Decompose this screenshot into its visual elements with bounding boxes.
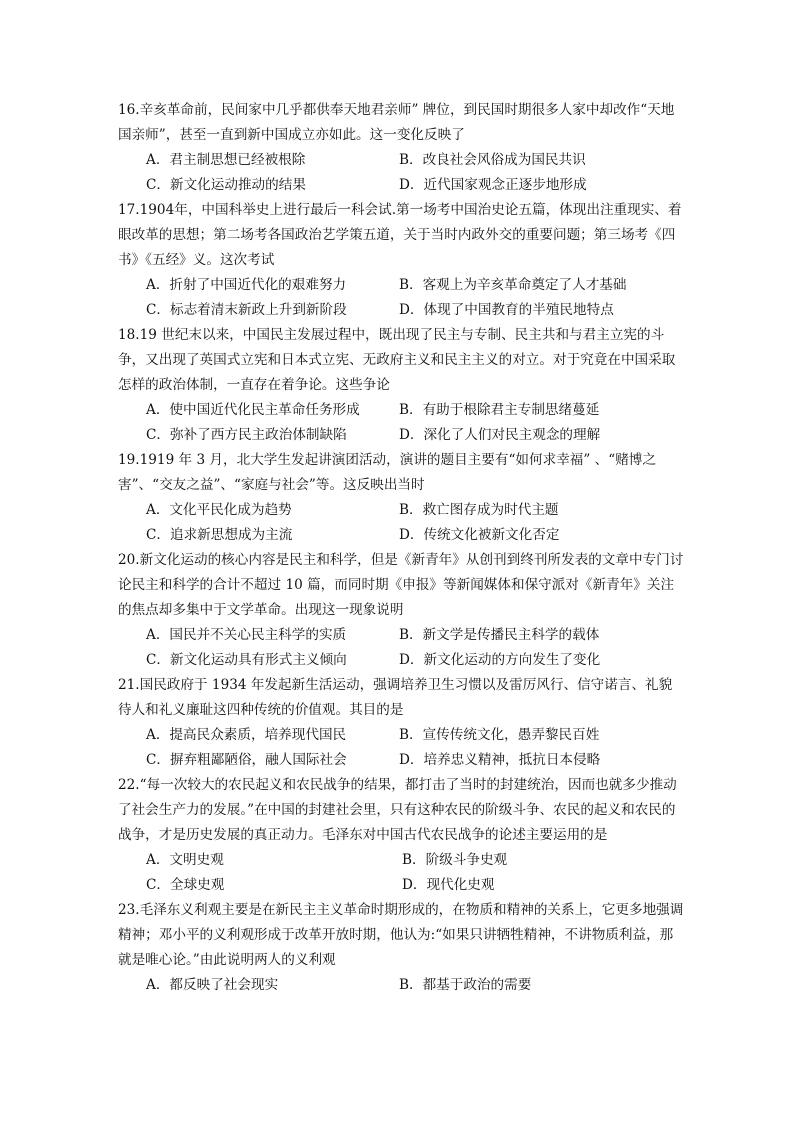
question-18	[118, 323, 684, 448]
option-row	[146, 848, 684, 873]
option-row	[146, 723, 684, 748]
option-row	[146, 173, 684, 198]
option-b[interactable]: B．改良社会风俗成为国民共识	[399, 152, 586, 168]
option-list	[118, 973, 684, 998]
option-b[interactable]: B．宣传传统文化，愚弄黎民百姓	[399, 727, 600, 743]
question-20	[118, 548, 684, 673]
option-row	[146, 273, 684, 298]
question-stem	[118, 773, 684, 848]
question-text: 国民政府于 1934 年发起新生活运动，强调培养卫生习惯以及雷厉风行、信守诺言、礼貌待人和礼义廉耻这四种传统的价值观。其目的是	[118, 677, 673, 718]
question-22	[118, 773, 684, 898]
question-number: 19.	[118, 452, 140, 468]
option-list	[118, 398, 684, 448]
option-row	[146, 398, 684, 423]
question-stem	[118, 898, 684, 973]
option-list	[118, 723, 684, 773]
option-c[interactable]: C．新文化运动具有形式主义倾向	[146, 652, 347, 668]
question-stem	[118, 323, 684, 398]
question-number: 16.	[118, 102, 140, 118]
option-c[interactable]: C．标志着清末新政上升到新阶段	[146, 302, 347, 318]
option-d[interactable]: D．培养忠义精神，抵抗日本侵略	[399, 752, 601, 768]
option-d[interactable]: D．传统文化被新文化否定	[399, 527, 560, 543]
question-number: 21.	[118, 677, 140, 693]
question-23	[118, 898, 684, 998]
option-a[interactable]: A．提高民众素质，培养现代国民	[146, 727, 347, 743]
option-a[interactable]: A．折射了中国近代化的艰难努力	[146, 277, 347, 293]
question-16	[118, 98, 684, 198]
question-text: 1904年，中国科举史上进行最后一科会试.第一场考中国治史论五篇，体现出注重现实、着眼改革的思想；第二场考各国政治艺学策五道，关于当时内政外交的重要问题；第三场考《四书》《五经》义。这次考试	[118, 202, 682, 268]
question-text: 19 世纪末以来，中国民主发展过程中，既出现了民主与专制、民主共和与君主立宪的斗争，又出现了英国式立宪和日本式立宪、无政府主义和民主主义的对立。对于究竟在中国采取怎样的政治体制，一直存在着争论。这些争论	[118, 327, 676, 393]
option-d[interactable]: D．近代国家观念正逐步地形成	[399, 177, 587, 193]
question-stem	[118, 548, 684, 623]
question-17	[118, 198, 684, 323]
question-stem	[118, 198, 684, 273]
option-a[interactable]: A．都反映了社会现实	[146, 977, 279, 993]
option-list	[118, 148, 684, 198]
option-b[interactable]: B．有助于根除君主专制思绪蔓延	[399, 402, 600, 418]
option-a[interactable]: A．国民并不关心民主科学的实质	[146, 627, 347, 643]
option-b[interactable]: B．客观上为辛亥革命奠定了人才基础	[399, 277, 627, 293]
question-number: 20.	[118, 552, 140, 568]
option-d[interactable]: D．体现了中国教育的半殖民地特点	[399, 302, 614, 318]
question-number: 22.	[118, 777, 140, 793]
option-row	[146, 523, 684, 548]
question-stem	[118, 448, 684, 498]
question-text: 1919 年 3 月，北大学生发起讲演团活动，演讲的题目主要有“如何求幸福” 、“赌博之害”、“交友之益”、“家庭与社会”等。这反映出当时	[118, 452, 656, 493]
option-row	[146, 648, 684, 673]
option-a[interactable]: A．使中国近代化民主革命任务形成	[146, 402, 360, 418]
option-row	[146, 148, 684, 173]
option-b[interactable]: B．新文学是传播民主科学的载体	[399, 627, 600, 643]
option-row	[146, 623, 684, 648]
question-text: “每一次较大的农民起义和农民战争的结果，都打击了当时的封建统治，因而也就多少推动了社会生产力的发展。”在中国的封建社会里，只有这种农民的阶级斗争、农民的起义和农民的战争，才是历史发展的真正动力。毛泽东对中国古代农民战争的论述主要运用的是	[118, 777, 677, 843]
question-text: 辛亥革命前，民间家中几乎都供奉天地君亲师” 牌位，到民国时期很多人家中却改作“天地国亲师”，甚至一直到新中国成立亦如此。这一变化反映了	[118, 102, 675, 143]
question-21	[118, 673, 684, 773]
question-stem	[118, 98, 684, 148]
question-19	[118, 448, 684, 548]
question-text: 毛泽东义利观主要是在新民主主义革命时期形成的，在物质和精神的关系上，它更多地强调精神；邓小平的义利观形成于改革开放时期，他认为:“如果只讲牺牲精神，不讲物质利益，那就是唯心论。”由此说明两人的义利观	[118, 902, 684, 968]
option-row	[146, 498, 684, 523]
option-c[interactable]: C．弥补了西方民主政治体制缺陷	[146, 427, 347, 443]
option-row	[146, 873, 684, 898]
option-row	[146, 748, 684, 773]
option-c[interactable]: C．全球史观	[146, 877, 225, 893]
question-list	[118, 98, 684, 998]
option-row	[146, 973, 684, 998]
option-c[interactable]: C．追求新思想成为主流	[146, 527, 293, 543]
option-row	[146, 298, 684, 323]
option-c[interactable]: C．新文化运动推动的结果	[146, 177, 306, 193]
question-number: 17.	[118, 202, 140, 218]
option-d[interactable]: D．新文化运动的方向发生了变化	[399, 652, 601, 668]
option-d[interactable]: D．现代化史观	[402, 877, 495, 893]
option-b[interactable]: B．阶级斗争史观	[402, 852, 508, 868]
question-number: 23.	[118, 902, 140, 918]
option-b[interactable]: B．都基于政治的需要	[399, 977, 532, 993]
question-text: 新文化运动的核心内容是民主和科学，但是《新青年》从创刊到终刊所发表的文章中专门讨论民主和科学的合计不超过 10 篇，而同时期《申报》等新闻媒体和保守派对《新青年》关注的焦点却多集中于文学革命。出现这一现象说明	[118, 552, 684, 618]
question-number: 18.	[118, 327, 140, 343]
option-a[interactable]: A．君主制思想已经被根除	[146, 152, 306, 168]
option-a[interactable]: A．文化平民化成为趋势	[146, 502, 292, 518]
option-b[interactable]: B．救亡图存成为时代主题	[399, 502, 559, 518]
question-stem	[118, 673, 684, 723]
option-d[interactable]: D．深化了人们对民主观念的理解	[399, 427, 601, 443]
option-list	[118, 498, 684, 548]
option-row	[146, 423, 684, 448]
option-list	[118, 623, 684, 673]
option-list	[118, 273, 684, 323]
option-c[interactable]: C．摒弃粗鄙陋俗，融人国际社会	[146, 752, 347, 768]
option-list	[118, 848, 684, 898]
option-a[interactable]: A．文明史观	[146, 852, 224, 868]
